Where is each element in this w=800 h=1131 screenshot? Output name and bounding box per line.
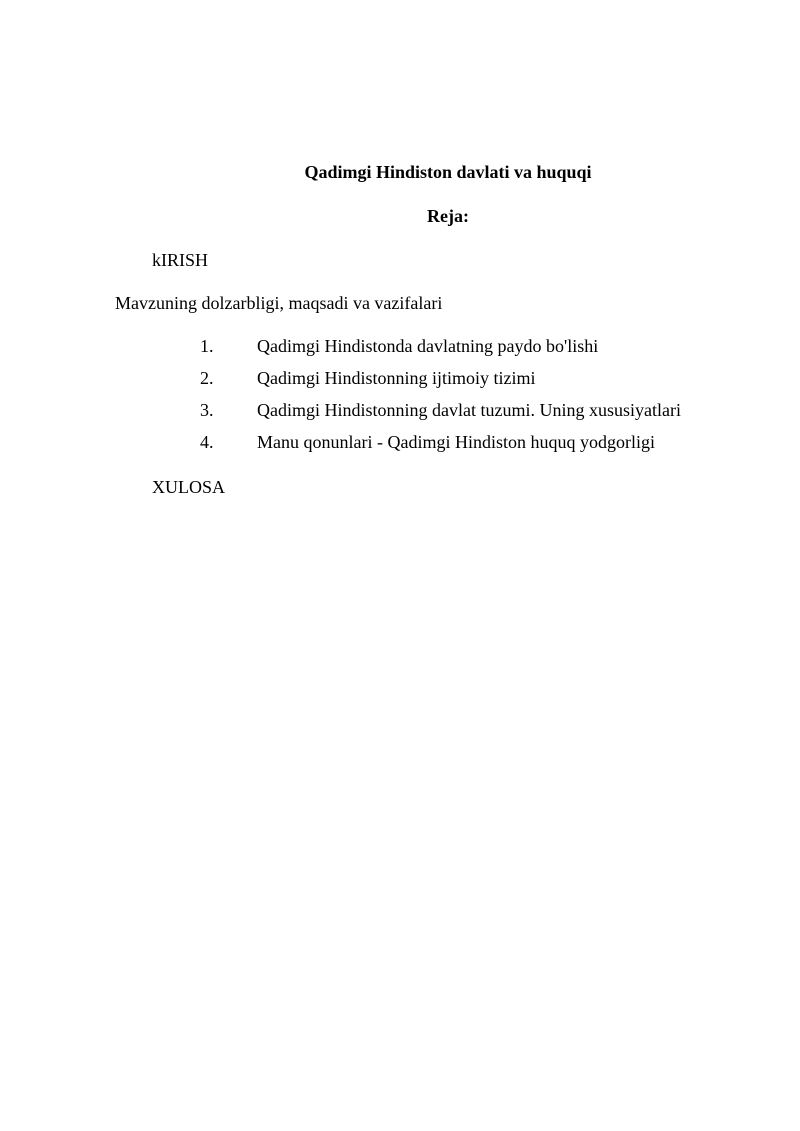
list-item-number: 2. — [200, 368, 214, 388]
plan-heading: Reja: — [427, 206, 469, 226]
list-item-text: Manu qonunlari - Qadimgi Hindiston huquq yodgorligi — [257, 432, 655, 452]
list-item-number: 1. — [200, 336, 214, 356]
list-item-number: 4. — [200, 432, 214, 452]
list-item-text: Qadimgi Hindistonning ijtimoiy tizimi — [257, 368, 536, 388]
list-item-number: 3. — [200, 400, 214, 420]
introduction-subtitle: Mavzuning dolzarbligi, maqsadi va vazifalari — [115, 293, 443, 313]
document-title: Qadimgi Hindiston davlati va huquqi — [304, 162, 592, 182]
plan-list — [0, 336, 800, 464]
list-item — [0, 432, 800, 464]
list-item — [0, 336, 800, 368]
list-item — [0, 368, 800, 400]
list-item-text: Qadimgi Hindistonning davlat tuzumi. Uning xususiyatlari — [257, 400, 681, 420]
section-introduction: kIRISH — [152, 250, 209, 270]
list-item-text: Qadimgi Hindistonda davlatning paydo bo'lishi — [257, 336, 599, 356]
list-item — [0, 400, 800, 432]
section-conclusion: XULOSA — [152, 477, 226, 497]
